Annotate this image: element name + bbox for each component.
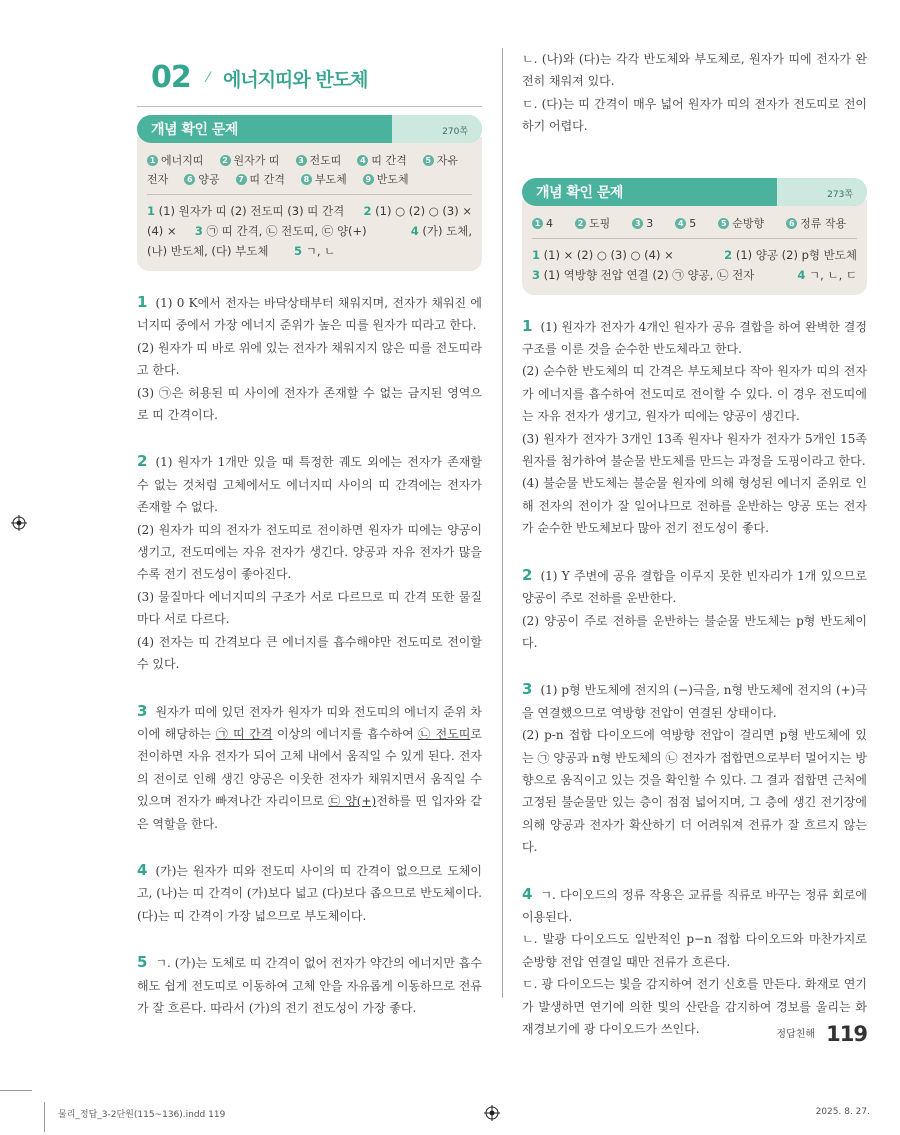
item-paragraph: ㄷ. (다)는 띠 간격이 매우 넓어 원자가 띠의 전자가 전도띠로 전이하기 어렵다.: [522, 96, 867, 134]
option-lead: 전자: [147, 173, 169, 186]
box-tab: [392, 115, 482, 143]
crop-mark: [0, 1090, 32, 1091]
item-paragraph: (2) 원자가 띠의 전자가 전도띠로 전이하면 원자가 띠에는 양공이 생기고, 전도띠에는 자유 전자가 생긴다. 양공과 자유 전자가 많을수록 전기 전도성이 좋아진다.: [137, 522, 482, 582]
answer-number: 2: [363, 204, 372, 218]
box-title: 개념 확인 문제: [536, 184, 623, 201]
box-page-ref: 273쪽: [827, 189, 853, 200]
option-item: [786, 214, 846, 233]
box-separator: [532, 238, 857, 239]
option-text: 4: [546, 216, 553, 230]
option-text: 띠 간격: [249, 173, 285, 186]
item-paragraph: ㄱ. 다이오드의 정류 작용은 교류를 직류로 바꾸는 정류 회로에 이용된다.: [522, 887, 867, 924]
box-header: [522, 178, 867, 206]
box-page-ref: 270쪽: [442, 127, 468, 137]
number-bullet-icon: 1: [532, 218, 543, 229]
answer-text: (1) 양공 (2) p형 반도체: [735, 247, 857, 262]
number-bullet-icon: 7: [236, 174, 247, 185]
item-number: 2: [137, 452, 148, 471]
concept-check-box: [137, 115, 482, 271]
answer-text: ㉠ 띠 간격, ㉡ 전도띠, ㉢ 양(+): [206, 224, 367, 238]
option-item: [363, 170, 409, 189]
option-text: 부도체: [314, 173, 347, 186]
options-row: [147, 170, 472, 189]
box-tab: [777, 178, 867, 206]
item-paragraph: (1) 원자가 전자가 4개인 원자가 공유 결합을 하여 완벽한 결정 구조를 이룬 것을 순수한 반도체라고 한다.: [522, 319, 867, 357]
option-item: [632, 214, 653, 233]
right-column: [522, 48, 867, 1040]
item-paragraph: (2) 순수한 반도체의 띠 간격은 부도체보다 작아 원자가 띠의 전자가 에너지를 흡수하여 전도띠로 전이할 수 있다. 이 경우 전도띠에는 자유 전자가 생기고, 원자가 띠에는 양공이 생긴다.: [522, 364, 867, 424]
answer-line: [147, 221, 472, 241]
item-paragraph: (1) 0 K에서 전자는 바닥상태부터 채워지며, 전자가 채워진 에너지띠 중에서 가장 에너지 준위가 높은 띠를 원자가 띠라고 한다.: [137, 296, 482, 333]
answer-item-5-cont: [522, 48, 867, 138]
number-bullet-icon: 6: [184, 174, 195, 185]
option-text: 에너지띠: [161, 154, 204, 167]
item-number: 2: [522, 565, 533, 584]
item-paragraph: ㄴ. 발광 다이오드도 일반적인 p−n 접합 다이오드와 마찬가지로 순방향 전압 연결일 때만 전류가 흐른다.: [522, 932, 867, 969]
answer-item-4: [522, 883, 867, 1041]
option-item: [357, 151, 406, 170]
item-paragraph: (2) 원자가 띠 바로 위에 있는 전자가 채워지지 않은 띠를 전도띠라고 한다.: [137, 340, 482, 378]
item-paragraph: (4) 전자는 띠 간격보다 큰 에너지를 흡수해야만 전도띠로 전이할 수 있다.: [137, 634, 482, 672]
box-separator: [147, 194, 472, 195]
number-bullet-icon: 8: [301, 174, 312, 185]
answer-item-4: [137, 859, 482, 927]
item-text: 로 전이하면 자유 전자가 되어 고체 내에서 움직일 수 있게 된다. 전자의 전이로 인해 생긴 양공은 이웃한 전자가 채워지면서 움직일 수 있으며 전자가 빠져나간 자리이므로: [137, 726, 482, 809]
print-date: 2025. 8. 27.: [815, 1107, 870, 1117]
option-item: [296, 151, 342, 170]
answer-text: (1) 역방향 전압 연결 (2) ㉠ 양공, ㉡ 전자: [543, 267, 755, 282]
item-number: 3: [137, 701, 148, 720]
number-bullet-icon: 4: [675, 218, 686, 229]
section-rule: [137, 106, 482, 107]
number-bullet-icon: 3: [296, 155, 307, 166]
option-text: 전도띠: [309, 154, 342, 167]
answer-number: 3: [194, 224, 203, 238]
number-bullet-icon: 4: [357, 155, 368, 166]
item-text: 전하를 띤 입자와 같은 역할을 한다.: [137, 794, 482, 831]
left-column: [137, 48, 482, 1019]
answer-number: 1: [532, 247, 541, 262]
option-text: 5: [689, 216, 697, 230]
section-header: [137, 48, 482, 100]
item-paragraph: ㄴ. (나)와 (다)는 각각 반도체와 부도체로, 원자가 띠에 전자가 완전히 채워져 있다.: [522, 52, 867, 89]
answer-item-3: [137, 700, 482, 835]
number-bullet-icon: 2: [575, 218, 586, 229]
concept-check-box: [522, 178, 867, 295]
answer-text: ㄱ, ㄴ, ㄷ: [809, 267, 857, 282]
item-paragraph: ㄷ. 광 다이오드는 빛을 감지하여 전기 신호를 만든다. 화재로 연기가 발생하면 연기에 의한 빛의 산란을 감지하여 경보를 울리는 화재경보기에 광 다이오드가 쓰인다.: [522, 977, 867, 1036]
item-paragraph: (1) p형 반도체에 전지의 (−)극을, n형 반도체에 전지의 (+)극을 연결했으므로 역방향 전압이 연결된 상태이다.: [522, 683, 867, 720]
registration-mark-icon: [11, 515, 27, 531]
number-bullet-icon: 5: [718, 218, 729, 229]
number-bullet-icon: 9: [363, 174, 374, 185]
item-paragraph: (1) Y 주변에 공유 결합을 이루지 못한 빈자리가 1개 있으므로 양공이 주로 전하를 운반한다.: [522, 568, 867, 606]
underlined-term: ㉡ 전도띠: [418, 726, 471, 741]
answer-line: [532, 245, 857, 265]
option-text: 순방향: [732, 216, 765, 230]
options-row: [532, 214, 857, 233]
option-item: [532, 214, 553, 233]
box-header: [137, 115, 482, 143]
option-text: 띠 간격: [371, 154, 407, 167]
box-body: [522, 200, 867, 295]
answer-item-5: [137, 951, 482, 1019]
option-item: [301, 170, 347, 189]
item-paragraph: (1) 원자가 1개만 있을 때 특정한 궤도 외에는 전자가 존재할 수 없는 것처럼 고체에서도 에너지띠 사이의 띠 간격에는 전자가 존재할 수 없다.: [137, 455, 482, 515]
answer-number: 4: [410, 224, 419, 238]
item-text: 원자가 띠에 있던 전자가 원자가 띠와 전도띠의 에너지 준위 차이에 해당하는: [137, 704, 482, 741]
answer-text: (1) ○ (2) ○ (3) ×: [375, 204, 472, 218]
answer-item-3: [522, 678, 867, 858]
item-paragraph: (2) p-n 접합 다이오드에 역방향 전압이 걸리면 p형 반도체에 있는 ㉠ 양공과 n형 반도체의 ㉡ 전자가 접합면으로부터 멀어지는 방향으로 움직이고 있는 것을 확인할 수 있다. 그 결과 접합면 근처에 고정된 불순물만 있는 층이 점점 넓어지며, 그 층에 생긴 전기장에 의해 양공과 전자가 확산하기 더 어려워져 전류가 잘 흐르지 않는다.: [522, 728, 867, 855]
option-item: [423, 151, 458, 170]
underlined-term: ㉢ 양(+): [328, 794, 377, 809]
item-number: 1: [522, 316, 533, 335]
option-text: 자유: [436, 154, 459, 167]
column-divider: [502, 48, 503, 998]
answer-number: 1: [147, 204, 156, 218]
footer-label: 정답친해: [776, 1029, 816, 1040]
item-paragraph: (가)는 원자가 띠와 전도띠 사이의 띠 간격이 없으므로 도체이고, (나)는 띠 간격이 (가)보다 넓고 (다)보다 좁으므로 반도체이다. (다)는 띠 간격이 가장 넓으므로 부도체이다.: [137, 863, 482, 923]
answer-text: (나) 반도체, (다) 부도체: [147, 244, 269, 258]
item-number: 1: [137, 293, 148, 311]
item-number: 4: [522, 884, 533, 903]
answer-number: 3: [532, 267, 541, 282]
answer-item-1: [522, 315, 867, 540]
option-item: [147, 151, 204, 170]
box-body: [137, 137, 482, 271]
option-text: 정류 작용: [800, 216, 847, 230]
answer-number: 5: [294, 244, 303, 258]
option-text: 양공: [198, 173, 220, 186]
option-text: 반도체: [376, 173, 409, 186]
slash-icon: ⁄: [207, 70, 210, 86]
answer-item-2: [522, 564, 867, 655]
answer-line: [147, 201, 472, 221]
option-text: 도핑: [589, 216, 611, 230]
crop-mark: [44, 1102, 45, 1132]
answer-text: (1) × (2) ○ (3) ○ (4) ×: [543, 247, 674, 262]
item-number: 5: [137, 953, 148, 972]
answer-item-1: [137, 291, 482, 426]
option-item: [675, 214, 696, 233]
answer-line: [147, 241, 472, 261]
item-paragraph: (2) 양공이 주로 전하를 운반하는 불순물 반도체는 p형 반도체이다.: [522, 613, 867, 650]
underlined-term: ㉠ 띠 간격: [215, 726, 273, 741]
item-number: 3: [522, 680, 533, 699]
box-title: 개념 확인 문제: [151, 122, 238, 138]
item-paragraph: (3) ㉠은 허용된 띠 사이에 전자가 존재할 수 없는 금지된 영역으로 띠 간격이다.: [137, 385, 482, 423]
answer-item-2: [137, 450, 482, 675]
number-bullet-icon: 5: [423, 155, 434, 166]
item-number: 4: [137, 860, 148, 879]
number-bullet-icon: 1: [147, 155, 158, 166]
item-paragraph: ㄱ. (가)는 도체로 띠 간격이 없어 전자가 약간의 에너지만 흡수해도 쉽게 전도띠로 이동하여 고체 안을 자유롭게 이동하므로 전류가 잘 흐른다. 따라서 (가)의 전기 전도성이 가장 좋다.: [137, 956, 482, 1015]
option-item: [184, 170, 219, 189]
option-item: [236, 170, 285, 189]
option-item: [575, 214, 610, 233]
option-item: [220, 151, 280, 170]
answer-text: (4) ×: [147, 224, 177, 238]
answer-number: 2: [724, 247, 733, 262]
option-item: [718, 214, 764, 233]
answer-line: [532, 265, 857, 285]
options-row: [147, 151, 472, 170]
item-paragraph: (3) 원자가 전자가 3개인 13족 원자나 원자가 전자가 5개인 15족 원자를 첨가하여 불순물 반도체를 만드는 과정을 도핑이라고 한다.: [522, 431, 867, 469]
answer-number: 4: [797, 267, 806, 282]
registration-mark-icon: [484, 1105, 500, 1121]
option-text: 3: [646, 216, 654, 230]
answer-text: (1) 원자가 띠 (2) 전도띠 (3) 띠 간격: [158, 204, 345, 218]
page-number: 119: [826, 1022, 867, 1046]
item-paragraph: (3) 물질마다 에너지띠의 구조가 서로 다르므로 띠 간격 또한 물질마다 서로 다르다.: [137, 589, 482, 627]
item-paragraph: (4) 불순물 반도체는 불순물 원자에 의해 형성된 에너지 준위로 인해 전자의 전이가 잘 일어나므로 전하를 운반하는 양공 또는 전자가 순수한 반도체보다 많아 전기 전도성이 좋다.: [522, 476, 867, 536]
item-text: 이상의 에너지를 흡수하여: [272, 726, 419, 741]
file-slug: 물리_정답_3-2단원(115~136).indd 119: [58, 1110, 226, 1120]
page-footer: [776, 1022, 867, 1046]
section-number: 02: [151, 60, 191, 95]
section-title: 에너지띠와 반도체: [223, 69, 368, 91]
number-bullet-icon: 2: [220, 155, 231, 166]
answer-text: (가) 도체,: [422, 224, 472, 238]
number-bullet-icon: 6: [786, 218, 797, 229]
answer-text: ㄱ, ㄴ: [305, 244, 336, 258]
number-bullet-icon: 3: [632, 218, 643, 229]
option-text: 원자가 띠: [233, 154, 280, 167]
